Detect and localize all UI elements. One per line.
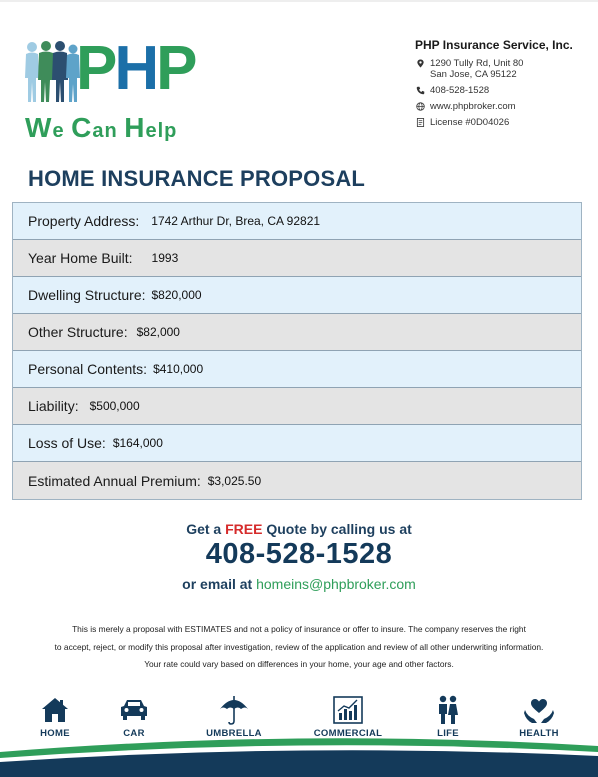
company-website[interactable]: www.phpbroker.com: [430, 101, 516, 112]
row-value: $820,000: [151, 288, 202, 302]
map-pin-icon: [415, 58, 425, 69]
family-icon: [432, 694, 464, 726]
address-line1: 1290 Tully Rd, Unit 80: [430, 58, 524, 69]
row-label: Year Home Built:: [28, 250, 133, 266]
email-callout: or email at homeins@phpbroker.com: [182, 576, 416, 592]
license-icon: [415, 117, 425, 128]
row-label: Personal Contents:: [28, 361, 148, 377]
table-row: [13, 240, 581, 277]
phone-icon: [415, 85, 425, 96]
row-value: 1742 Arthur Dr, Brea, CA 92821: [151, 214, 321, 228]
category-umbrella: UMBRELLA: [189, 694, 279, 739]
coverage-categories: [0, 694, 598, 744]
company-info: [415, 38, 590, 133]
logo-php-text: PHP: [76, 34, 195, 103]
row-value: $500,000: [89, 399, 140, 413]
website-row: [415, 101, 590, 112]
category-home: HOME: [10, 694, 100, 739]
category-life: LIFE: [403, 694, 493, 739]
php-logo: [24, 34, 195, 143]
row-value: $82,000: [136, 325, 180, 339]
address-row: [415, 58, 590, 80]
cta-phone-number[interactable]: 408-528-1528: [205, 538, 393, 570]
commercial-chart-icon: [332, 694, 364, 726]
page-title: HOME INSURANCE PROPOSAL: [28, 166, 366, 191]
disclaimer-text: This is merely a proposal with ESTIMATES and not a policy of insurance or offer to insure. The company reserves the right to accept, reject, or modify this proposal after investigation, review of the application and review of all other underwriting information. Your rate could vary based on differences in your home, your age and other factors.: [54, 624, 544, 669]
table-row: [13, 462, 581, 499]
row-label: Property Address:: [28, 213, 140, 229]
top-divider: [0, 0, 598, 2]
table-row: [13, 203, 581, 240]
company-name: PHP Insurance Service, Inc.: [415, 38, 573, 52]
row-value: $3,025.50: [207, 473, 262, 488]
table-row: [13, 388, 581, 425]
license-row: [415, 117, 590, 128]
proposal-table: [12, 202, 582, 500]
globe-icon: [415, 101, 425, 112]
health-hands-icon: [523, 694, 555, 726]
category-health: HEALTH: [494, 694, 584, 739]
table-row: [13, 314, 581, 351]
phone-row: [415, 85, 590, 96]
row-label: Loss of Use:: [28, 435, 106, 451]
table-row: [13, 425, 581, 462]
row-label: Other Structure:: [28, 324, 128, 340]
free-highlight: FREE: [225, 521, 263, 537]
car-icon: [118, 694, 150, 726]
row-value: $164,000: [112, 436, 163, 450]
home-icon: [39, 694, 71, 726]
umbrella-icon: [218, 694, 250, 726]
category-car: CAR: [89, 694, 179, 739]
row-label: Dwelling Structure:: [28, 287, 146, 303]
company-license: License #0D04026: [430, 117, 510, 128]
row-label: Estimated Annual Premium:: [28, 472, 201, 489]
category-commercial: COMMERCIAL: [303, 694, 393, 739]
logo-tagline: We Can Help: [25, 112, 178, 143]
people-silhouettes-icon: [24, 40, 84, 104]
table-row: [13, 351, 581, 388]
table-row: [13, 277, 581, 314]
quote-callout: Get a FREE Quote by calling us at: [186, 521, 412, 537]
row-value: $410,000: [153, 362, 204, 376]
company-phone[interactable]: 408-528-1528: [430, 85, 490, 96]
address-line2: San Jose, CA 95122: [430, 69, 517, 80]
cta-email-link[interactable]: homeins@phpbroker.com: [256, 576, 416, 592]
row-label: Liability:: [28, 398, 79, 414]
row-value: 1993: [151, 251, 179, 265]
